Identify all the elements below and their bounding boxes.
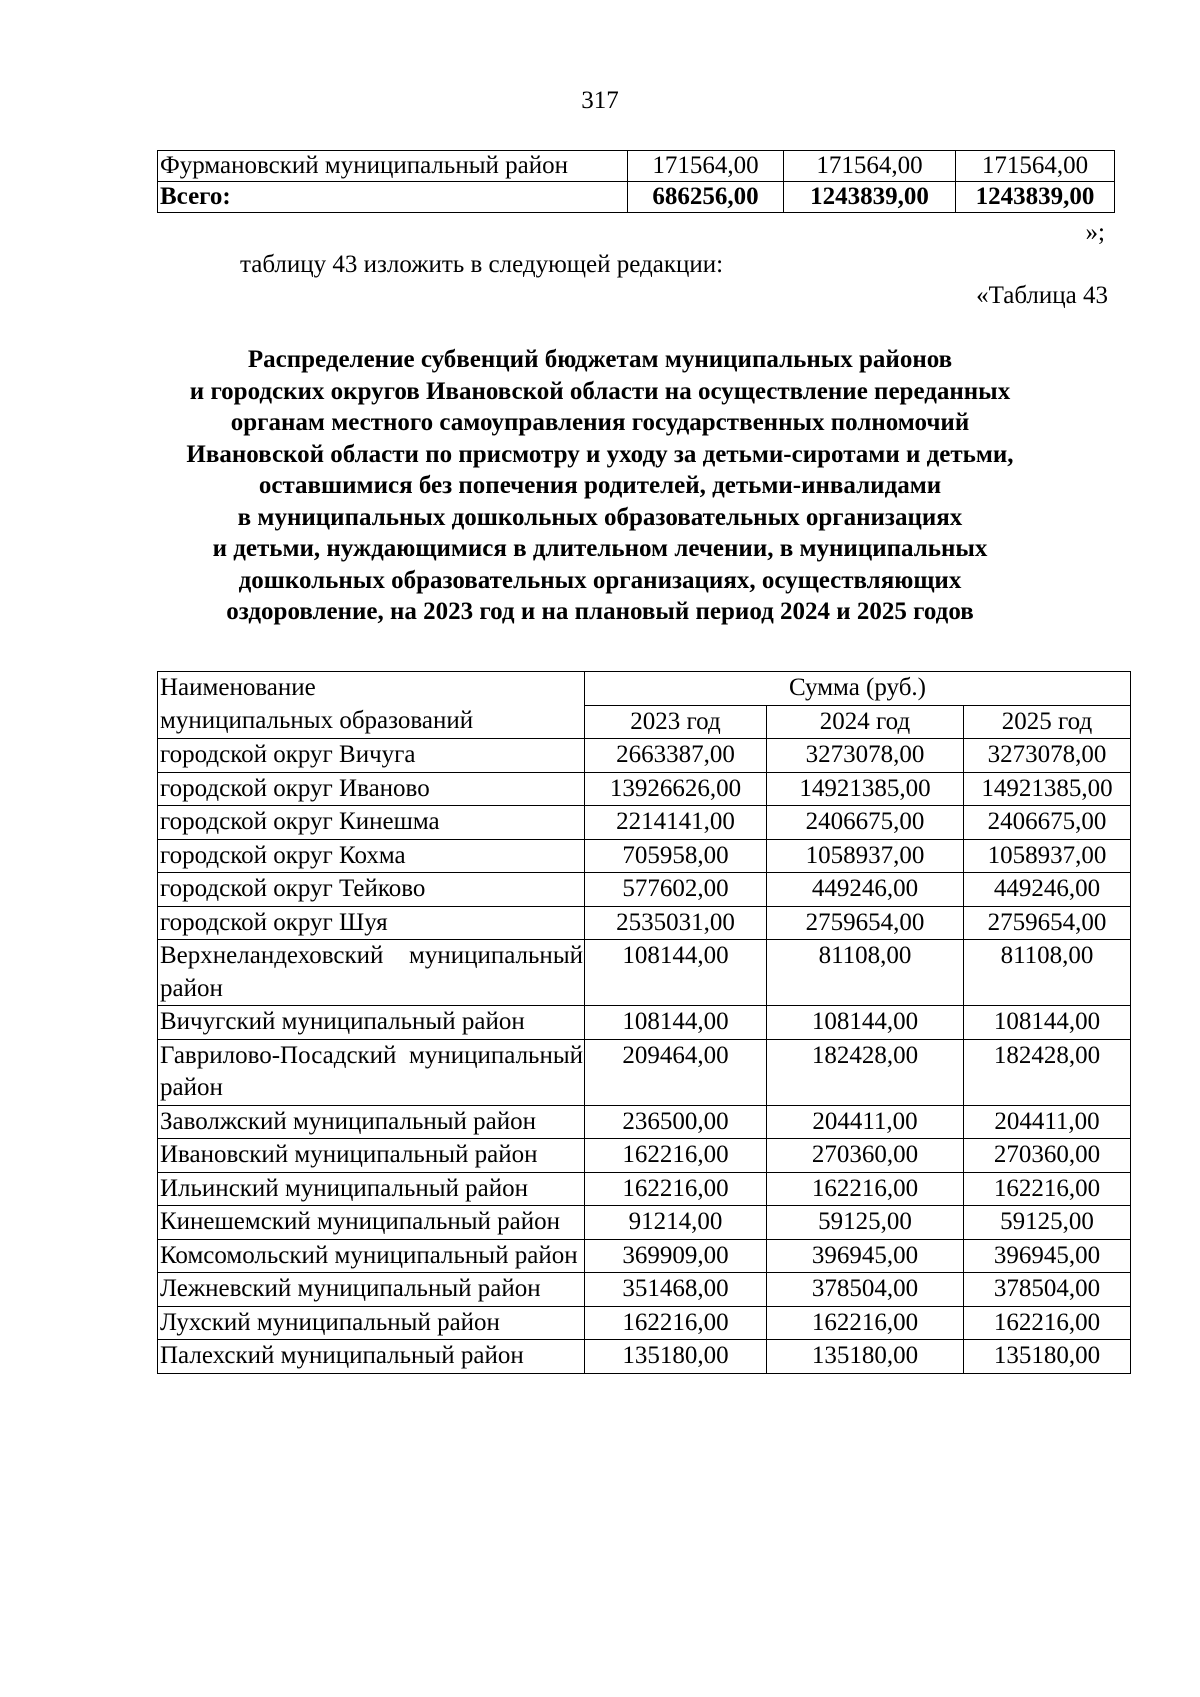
amount-2024: 182428,00 bbox=[767, 1039, 964, 1105]
amount-2023: 162216,00 bbox=[585, 1172, 767, 1206]
heading-line: Распределение субвенций бюджетам муниципальных районов bbox=[247, 346, 953, 373]
heading-line: и городских округов Ивановской области на осуществление переданных bbox=[189, 377, 1011, 405]
amount-2024: 3273078,00 bbox=[767, 739, 964, 773]
amount-2025: 162216,00 bbox=[964, 1172, 1131, 1206]
amount-2023: 13926626,00 bbox=[585, 772, 767, 806]
amount-2025: 1058937,00 bbox=[964, 839, 1131, 873]
amount-2025: 204411,00 bbox=[964, 1105, 1131, 1139]
amount-2023: 2535031,00 bbox=[585, 906, 767, 940]
municipality-name: Фурмановский муниципальный район bbox=[158, 151, 628, 182]
closing-quote: »; bbox=[1085, 219, 1105, 246]
amount-2025: 2759654,00 bbox=[964, 906, 1131, 940]
table-row bbox=[158, 873, 1131, 907]
amount-2025: 2406675,00 bbox=[964, 806, 1131, 840]
amount-2024: 162216,00 bbox=[767, 1306, 964, 1340]
amount-2024: 14921385,00 bbox=[767, 772, 964, 806]
heading-line: оставшимися без попечения родителей, детьми-инвалидами bbox=[258, 472, 942, 499]
amount-2025: 396945,00 bbox=[964, 1239, 1131, 1273]
amount-2025: 270360,00 bbox=[964, 1139, 1131, 1173]
amount-2024: 108144,00 bbox=[767, 1006, 964, 1040]
municipality-name: городской округ Кинешма bbox=[158, 806, 585, 840]
table-row bbox=[158, 1206, 1131, 1240]
amount-2025: 182428,00 bbox=[964, 1039, 1131, 1105]
heading-line: органам местного самоуправления государственных полномочий bbox=[230, 409, 970, 436]
amount-2024: 378504,00 bbox=[767, 1273, 964, 1307]
municipality-name: Палехский муниципальный район bbox=[158, 1340, 585, 1374]
total-2025: 1243839,00 bbox=[956, 182, 1115, 213]
table-heading bbox=[150, 344, 1050, 628]
table-row bbox=[158, 1006, 1131, 1040]
table-row bbox=[158, 739, 1131, 773]
table-row bbox=[158, 906, 1131, 940]
amount-2024: 449246,00 bbox=[767, 873, 964, 907]
table-row bbox=[158, 1239, 1131, 1273]
page-number: 317 bbox=[581, 87, 619, 114]
amount-2025: 378504,00 bbox=[964, 1273, 1131, 1307]
amount-2023: 369909,00 bbox=[585, 1239, 767, 1273]
column-header-name bbox=[158, 672, 585, 739]
municipality-name: городской округ Тейково bbox=[158, 873, 585, 907]
previous-table-tail bbox=[157, 150, 1115, 213]
header-name-line: Наименование bbox=[160, 674, 316, 701]
amount-2025: 135180,00 bbox=[964, 1340, 1131, 1374]
municipality-name: городской округ Кохма bbox=[158, 839, 585, 873]
column-header-year: 2025 год bbox=[964, 705, 1131, 739]
amount-2025: 3273078,00 bbox=[964, 739, 1131, 773]
table-row bbox=[158, 1340, 1131, 1374]
table-row bbox=[158, 1139, 1131, 1173]
instruction-text: таблицу 43 изложить в следующей редакции: bbox=[240, 251, 724, 278]
table-row bbox=[158, 1306, 1131, 1340]
table-label: «Таблица 43 bbox=[976, 282, 1108, 309]
amount-2025: 59125,00 bbox=[964, 1206, 1131, 1240]
amount-2025: 449246,00 bbox=[964, 873, 1131, 907]
amount-2024: 59125,00 bbox=[767, 1206, 964, 1240]
amount-2024: 162216,00 bbox=[767, 1172, 964, 1206]
amount-2025: 14921385,00 bbox=[964, 772, 1131, 806]
total-label: Всего: bbox=[158, 182, 628, 213]
amount-2025: 171564,00 bbox=[956, 151, 1115, 182]
amount-2025: 81108,00 bbox=[964, 940, 1131, 1006]
heading-line: Ивановской области по присмотру и уходу за детьми-сиротами и детьми, bbox=[186, 440, 1014, 468]
amount-2023: 351468,00 bbox=[585, 1273, 767, 1307]
table-row bbox=[158, 1273, 1131, 1307]
table-row bbox=[158, 806, 1131, 840]
amount-2024: 396945,00 bbox=[767, 1239, 964, 1273]
amount-2024: 1058937,00 bbox=[767, 839, 964, 873]
amount-2023: 91214,00 bbox=[585, 1206, 767, 1240]
amount-2024: 2759654,00 bbox=[767, 906, 964, 940]
amount-2023: 705958,00 bbox=[585, 839, 767, 873]
total-2024: 1243839,00 bbox=[784, 182, 956, 213]
amount-2024: 135180,00 bbox=[767, 1340, 964, 1374]
table-row bbox=[158, 1105, 1131, 1139]
column-header-year: 2024 год bbox=[767, 705, 964, 739]
amount-2023: 577602,00 bbox=[585, 873, 767, 907]
municipality-name: Комсомольский муниципальный район bbox=[158, 1239, 585, 1273]
table-row bbox=[158, 940, 1131, 1006]
table-row bbox=[158, 1172, 1131, 1206]
heading-line: в муниципальных дошкольных образовательных организациях bbox=[237, 503, 963, 531]
amount-2024: 204411,00 bbox=[767, 1105, 964, 1139]
amount-2025: 162216,00 bbox=[964, 1306, 1131, 1340]
heading-line: и детьми, нуждающимися в длительном лечении, в муниципальных bbox=[212, 535, 988, 562]
heading-line: дошкольных образовательных организациях, осуществляющих bbox=[238, 566, 962, 594]
municipality-name: Заволжский муниципальный район bbox=[158, 1105, 585, 1139]
amount-2023: 236500,00 bbox=[585, 1105, 767, 1139]
amount-2023: 171564,00 bbox=[628, 151, 784, 182]
table-row bbox=[158, 151, 1115, 182]
column-header-sum: Сумма (руб.) bbox=[585, 672, 1131, 706]
amount-2023: 2214141,00 bbox=[585, 806, 767, 840]
table-row bbox=[158, 772, 1131, 806]
municipality-name: Гаврилово-Посадский муниципальный район bbox=[158, 1039, 585, 1105]
total-2023: 686256,00 bbox=[628, 182, 784, 213]
amount-2023: 162216,00 bbox=[585, 1306, 767, 1340]
municipality-name: Ильинский муниципальный район bbox=[158, 1172, 585, 1206]
amount-2025: 108144,00 bbox=[964, 1006, 1131, 1040]
amount-2023: 2663387,00 bbox=[585, 739, 767, 773]
amount-2023: 162216,00 bbox=[585, 1139, 767, 1173]
municipality-name: Кинешемский муниципальный район bbox=[158, 1206, 585, 1240]
municipality-name: городской округ Иваново bbox=[158, 772, 585, 806]
table-row bbox=[158, 839, 1131, 873]
municipality-name: городской округ Вичуга bbox=[158, 739, 585, 773]
amount-2023: 209464,00 bbox=[585, 1039, 767, 1105]
amount-2024: 171564,00 bbox=[784, 151, 956, 182]
table-header-row bbox=[158, 672, 1131, 706]
heading-line: оздоровление, на 2023 год и на плановый период 2024 и 2025 годов bbox=[226, 598, 974, 625]
amount-2024: 270360,00 bbox=[767, 1139, 964, 1173]
total-row bbox=[158, 182, 1115, 213]
municipality-name: Вичугский муниципальный район bbox=[158, 1006, 585, 1040]
municipality-name: Лухский муниципальный район bbox=[158, 1306, 585, 1340]
municipality-name: Ивановский муниципальный район bbox=[158, 1139, 585, 1173]
amount-2023: 108144,00 bbox=[585, 1006, 767, 1040]
municipality-name: Лежневский муниципальный район bbox=[158, 1273, 585, 1307]
column-header-year: 2023 год bbox=[585, 705, 767, 739]
amount-2024: 81108,00 bbox=[767, 940, 964, 1006]
table-row bbox=[158, 1039, 1131, 1105]
amount-2023: 108144,00 bbox=[585, 940, 767, 1006]
amount-2023: 135180,00 bbox=[585, 1340, 767, 1374]
header-name-line: муниципальных образований bbox=[160, 706, 474, 734]
municipality-name: городской округ Шуя bbox=[158, 906, 585, 940]
amount-2024: 2406675,00 bbox=[767, 806, 964, 840]
subventions-table bbox=[157, 671, 1131, 1374]
municipality-name: Верхнеландеховский муниципальный район bbox=[158, 940, 585, 1006]
